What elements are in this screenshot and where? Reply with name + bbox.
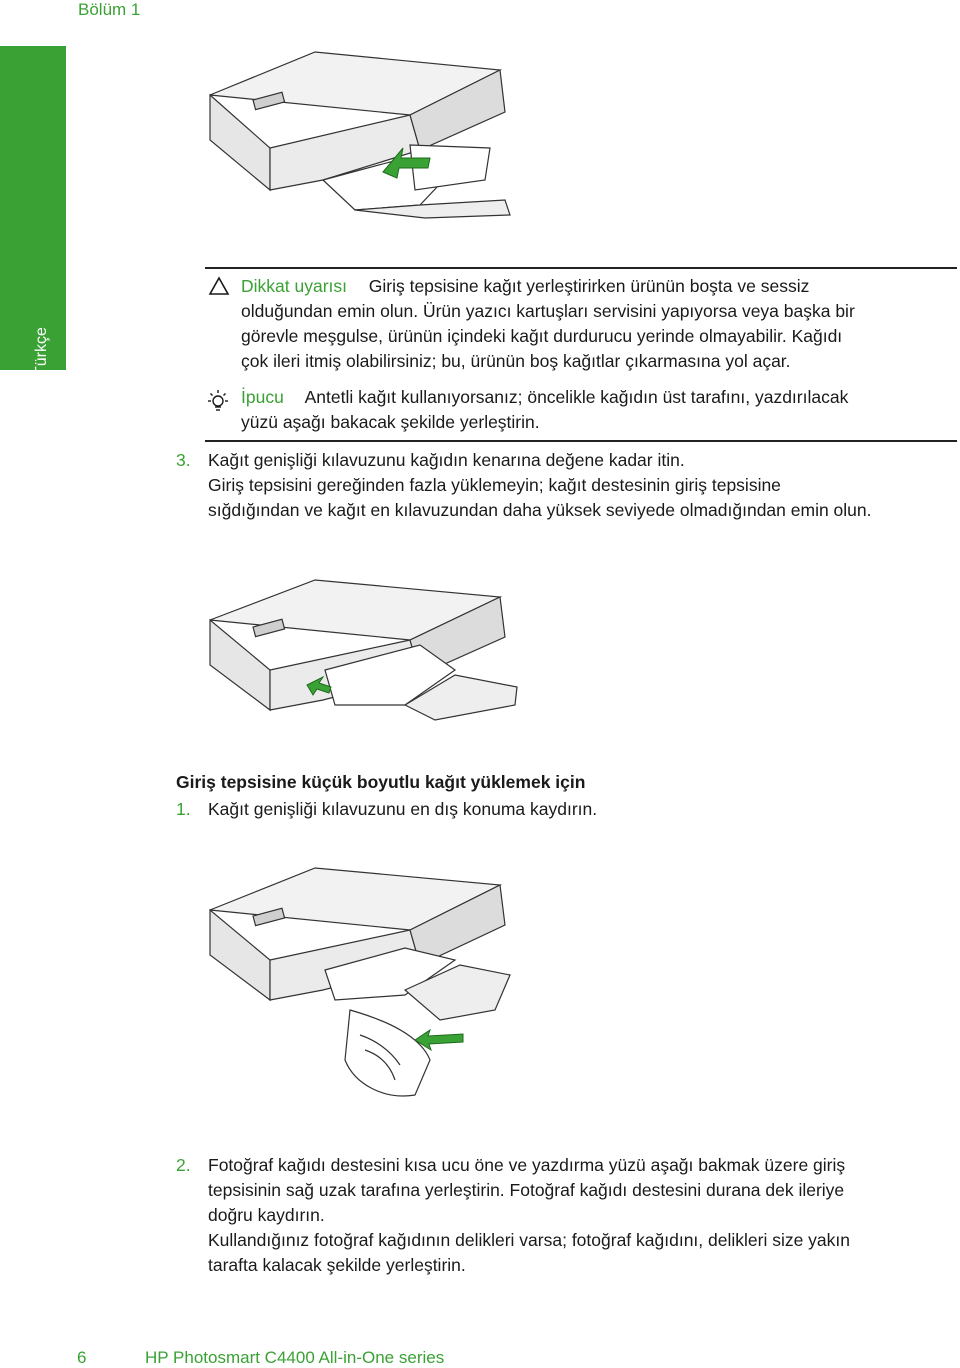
step3-title: Kağıt genişliği kılavuzunu kağıdın kenarına değene kadar itin. — [208, 450, 685, 470]
caution-line-2: olduğundan emin olun. Ürün yazıcı kartuşları servisini yapıyorsa veya başka bir — [241, 301, 855, 321]
tip-text-first: Antetli kağıt kullanıyorsanız; öncelikle kağıdın üst tarafını, yazdırılacak — [304, 387, 849, 407]
product-name: HP Photosmart C4400 All-in-One series — [145, 1348, 445, 1367]
caution-text-first: Giriş tepsisine kağıt yerleştirirken ürünün boşta ve sessiz — [368, 276, 810, 296]
language-side-tab — [0, 46, 66, 376]
step3-detail-2: sığdığından ve kağıt en kılavuzundan daha yüksek seviyede olmadığından emin olun. — [208, 500, 872, 520]
step2-line-2: tepsisinin sağ uzak tarafına yerleştirin. Fotoğraf kağıdı destesini durana dek ileriye — [208, 1180, 845, 1200]
printer-figure-hand-guide — [205, 860, 535, 1110]
warning-triangle-icon — [208, 276, 230, 296]
tip-first-line — [241, 385, 848, 410]
caution-line-4: çok ileri itmiş olabilirsiniz; bu, ürünün boş kağıtlar çıkarmasına yol açar. — [241, 351, 791, 371]
lightbulb-icon — [204, 388, 232, 416]
section-heading: Giriş tepsisine küçük boyutlu kağıt yüklemek için — [176, 772, 586, 792]
printer-figure-paper-insert — [205, 40, 535, 220]
page-number: 6 — [77, 1348, 87, 1367]
step1-text: Kağıt genişliği kılavuzunu en dış konuma kaydırın. — [208, 799, 598, 819]
caution-first-line — [241, 274, 809, 299]
step2-number: 2. — [176, 1155, 191, 1175]
step2-line-1: Fotoğraf kağıdı destesini kısa ucu öne ve yazdırma yüzü aşağı bakmak üzere giriş — [208, 1155, 846, 1175]
tip-label: İpucu — [241, 387, 284, 407]
tip-line-2: yüzü aşağı bakacak şekilde yerleştirin. — [241, 412, 540, 432]
step1-number: 1. — [176, 799, 191, 819]
step3-number: 3. — [176, 450, 191, 470]
caution-line-3: görevle meşgulse, ürünün içindeki kağıt durdurucu yerinde olmayabilir. Kağıdı — [241, 326, 843, 346]
printer-figure-width-guide — [205, 575, 535, 745]
step3-detail-1: Giriş tepsisini gereğinden fazla yüklemeyin; kağıt destesinin giriş tepsisine — [208, 475, 781, 495]
side-tab-label: Türkçe — [33, 327, 50, 376]
step2-line-4: Kullandığınız fotoğraf kağıdının delikleri varsa; fotoğraf kağıdını, delikleri size yakın — [208, 1230, 851, 1250]
chapter-label: Bölüm 1 — [78, 0, 141, 19]
step2-line-5: tarafta kalacak şekilde yerleştirin. — [208, 1255, 466, 1275]
step2-line-3: doğru kaydırın. — [208, 1205, 325, 1225]
caution-top-rule — [205, 267, 957, 269]
caution-label: Dikkat uyarısı — [241, 276, 347, 296]
tip-bottom-rule — [205, 440, 957, 442]
